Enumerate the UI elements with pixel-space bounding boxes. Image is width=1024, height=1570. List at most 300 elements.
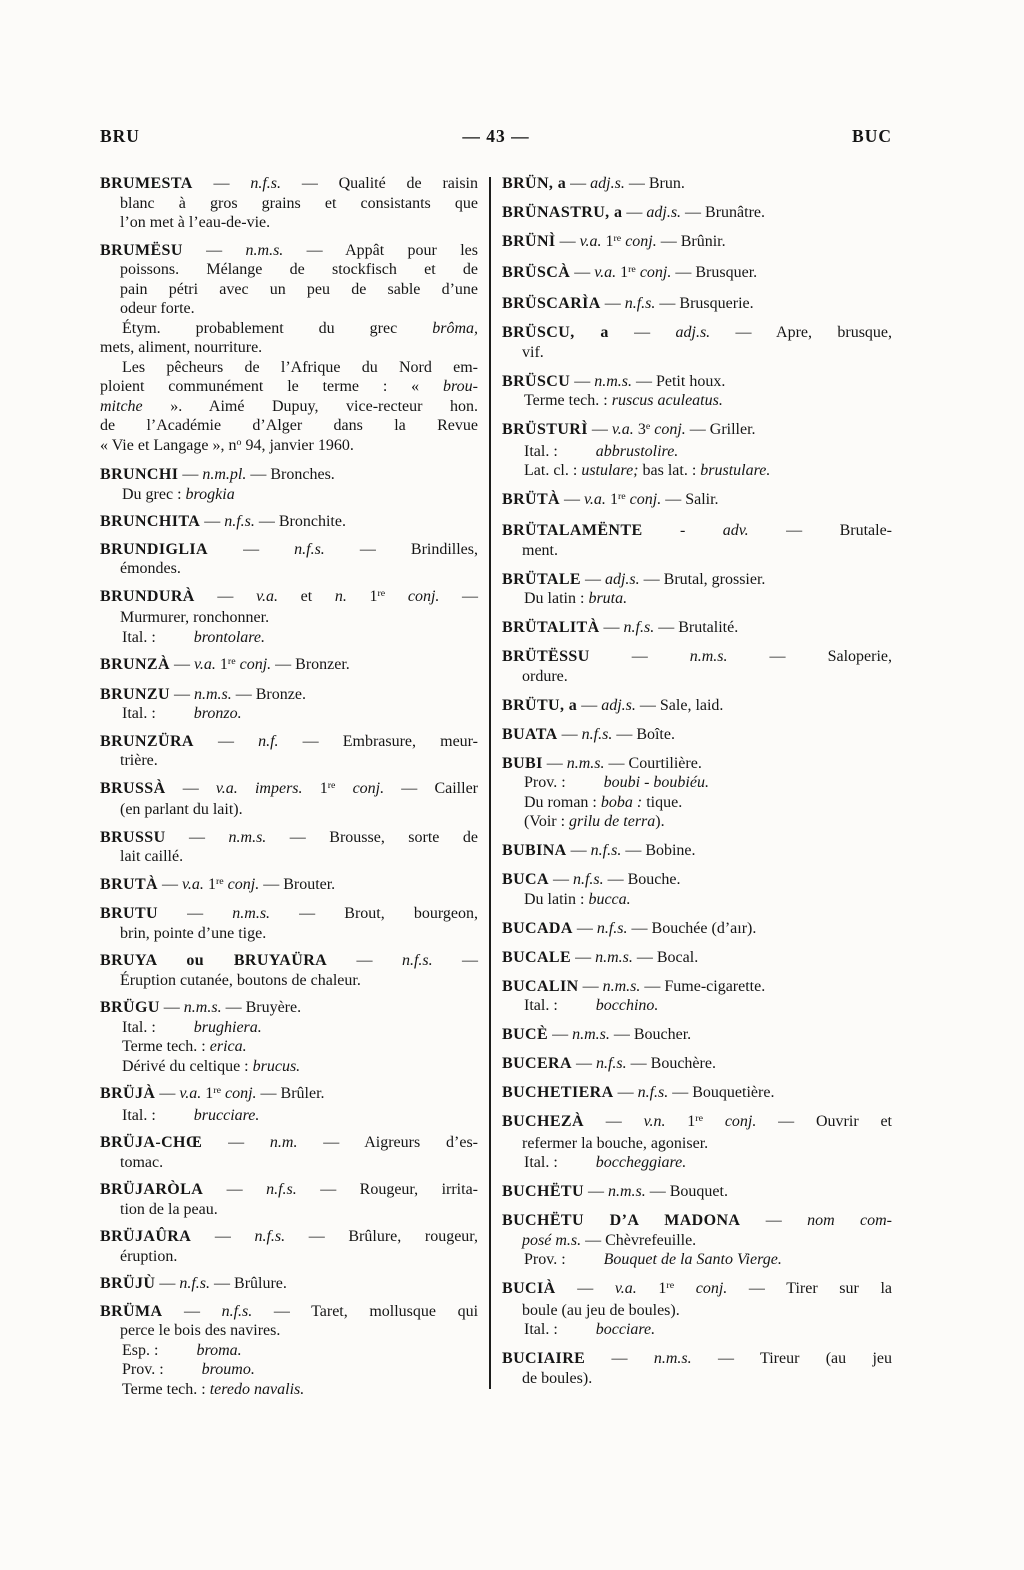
headword: BRÜN, a [502, 175, 567, 192]
definition-text: — Sale, laid. [635, 696, 724, 714]
headword: BRÜSCÀ [502, 264, 571, 281]
grammar-label: conj. [407, 587, 440, 605]
dictionary-entry [100, 685, 478, 705]
superscript: re [628, 264, 636, 275]
headword: BRUSSU [100, 828, 166, 846]
definition-text: — Rougeur, irrita- [296, 1181, 478, 1198]
dictionary-entry [502, 948, 892, 968]
definition-text: - [642, 522, 723, 539]
definition-text: 94, janvier 1960. [241, 436, 354, 454]
definition-text: ment. [522, 541, 558, 559]
note-paragraph [502, 890, 892, 910]
definition-text: — [566, 175, 591, 192]
definition-text: — [555, 1280, 615, 1297]
grammar-label: n.m.s. [245, 241, 284, 259]
definition-text: 1 [203, 875, 216, 893]
dictionary-entry [502, 263, 892, 285]
text-line [502, 461, 892, 481]
definition-text: — [587, 421, 612, 438]
definition-text: Terme tech. : [524, 392, 612, 409]
superscript: o [236, 436, 242, 448]
text-line [502, 812, 892, 832]
text-line [502, 1211, 892, 1231]
definition-text: — [191, 1228, 255, 1245]
note-paragraph [100, 628, 478, 648]
grammar-label: n.f.s. [294, 540, 325, 558]
definition-text: — [192, 175, 251, 192]
definition-text: Ital. : [122, 705, 156, 722]
superscript: re [695, 1113, 703, 1124]
column-right [502, 174, 892, 1388]
grammar-label: nom com- [807, 1212, 892, 1229]
grammar-label: n.m.s. [566, 754, 605, 772]
dictionary-entry [502, 1182, 892, 1202]
definition-text: Lat. cl. : [524, 462, 582, 479]
definition-text: 1 [616, 264, 629, 281]
text-line [100, 875, 478, 897]
definition-text: — Salir. [661, 491, 719, 508]
definition-text: — Bronchite. [254, 513, 346, 530]
dictionary-entry [502, 420, 892, 442]
definition-text: Du latin : [524, 590, 589, 607]
grammar-label: conj. [629, 491, 662, 508]
text-line [502, 1301, 892, 1321]
definition-text: — Brûlure. [210, 1275, 287, 1292]
grammar-label: v.a. impers. [215, 779, 303, 797]
definition-text: — Boucher. [609, 1026, 692, 1043]
headword: BRÜSCU, a [502, 324, 609, 341]
definition-text: — [158, 905, 233, 922]
headword: BRÜJARÒLA [100, 1181, 204, 1198]
text-line [100, 924, 478, 944]
definition-text: tique. [642, 793, 683, 811]
dictionary-entry [100, 587, 478, 628]
definition-text [385, 588, 408, 605]
dictionary-entry [502, 1349, 892, 1388]
text-line [502, 442, 892, 462]
text-line [100, 732, 478, 752]
definition-text: brin, pointe d’une tige. [120, 924, 267, 942]
text-line [100, 1341, 478, 1361]
text-line [100, 1057, 478, 1077]
grammar-label: v.a. [614, 1280, 637, 1297]
text-line [502, 323, 892, 343]
grammar-label: v.a. [182, 875, 204, 893]
grammar-label: conj. [224, 1085, 257, 1102]
grammar-label: n.m.s. [232, 905, 271, 922]
dictionary-entry [100, 904, 478, 943]
headword: BRÜJA-CHŒ [100, 1134, 203, 1151]
headword: BRUTU [100, 905, 159, 922]
definition-text: Du grec : [122, 485, 186, 503]
definition-text: 1 [302, 779, 328, 797]
definition-text: — [169, 685, 194, 703]
definition-text: — Bouquetière. [668, 1084, 775, 1101]
text-line [502, 841, 892, 861]
text-line [502, 773, 892, 793]
definition-text: — [165, 779, 216, 797]
text-line [502, 1112, 892, 1134]
note-paragraph [502, 812, 892, 832]
definition-text: Du latin : [524, 890, 589, 908]
headword: BRÜSCU [502, 372, 571, 390]
note-paragraph [100, 1341, 478, 1361]
definition-text: — Courtilière. [604, 754, 702, 772]
definition-text: — [155, 1275, 180, 1292]
note-paragraph [100, 1057, 478, 1077]
grammar-label: boccheggiare. [595, 1154, 687, 1171]
headword: BRÜTÀ [502, 491, 561, 508]
dictionary-entry [100, 465, 478, 485]
column-left [100, 174, 478, 1399]
definition-text: Esp. : [122, 1341, 159, 1359]
text-line [502, 294, 892, 314]
definition-text: — Cailler [384, 779, 479, 797]
dictionary-entry [100, 951, 478, 990]
text-line [502, 420, 892, 442]
definition-text: — [158, 875, 183, 893]
note-paragraph [502, 589, 892, 609]
grammar-label: n.m.s. [653, 1350, 692, 1367]
definition-text: — [548, 1026, 573, 1043]
text-line [100, 1380, 478, 1400]
dictionary-entry [100, 1274, 478, 1294]
text-line [502, 1182, 892, 1202]
text-line [502, 1134, 892, 1154]
headword: BRUSSÀ [100, 779, 166, 797]
grammar-label: v.a. [584, 491, 606, 508]
definition-text: — Brouter. [259, 875, 336, 893]
grammar-label: conj. [724, 1113, 757, 1130]
grammar-label: n.f.s. [266, 1181, 297, 1198]
definition-text: — Brousse, sorte de [266, 828, 478, 846]
text-line [502, 948, 892, 968]
grammar-label: ruscus aculeatus. [611, 392, 723, 409]
definition-text: — [580, 570, 605, 588]
definition-text: — Tireur (au jeu [691, 1350, 893, 1367]
text-line [100, 587, 478, 609]
definition-text: ». Aimé Dupuy, vice-recteur hon. [142, 397, 478, 415]
grammar-label: n.f.s. [179, 1275, 211, 1292]
dictionary-entry [100, 540, 478, 579]
superscript: re [613, 233, 622, 244]
definition-text: — [202, 1134, 270, 1151]
definition-text: Du roman : [524, 793, 601, 811]
definition-text: éruption. [120, 1247, 178, 1265]
grammar-label: v.a. [179, 1085, 202, 1102]
definition-text: — Bronze. [231, 685, 306, 703]
definition-text: vif. [522, 343, 544, 361]
grammar-label: n.m.s. [228, 828, 267, 846]
dictionary-entry [100, 828, 478, 867]
grammar-label: n.m. [269, 1134, 298, 1151]
dictionary-entry [100, 655, 478, 677]
definition-text: — Bouche. [603, 871, 681, 888]
text-line [100, 800, 478, 820]
headword: BUCHËTU [502, 1183, 584, 1200]
dictionary-entry [502, 647, 892, 686]
headword: BRUNZU [100, 685, 170, 703]
definition-text: — Apre, brusque, [710, 324, 893, 341]
grammar-label: n.m.s. [594, 372, 632, 390]
dictionary-entry [502, 919, 892, 939]
headword: BRÜTALITÀ [502, 619, 600, 636]
headword: BRUYA ou BRUYAÜRA [100, 952, 328, 969]
text-line [502, 1320, 892, 1340]
definition-text: tion de la peau. [120, 1200, 218, 1218]
text-line [100, 1133, 478, 1153]
definition-text: — Embrasure, meur- [278, 732, 479, 750]
text-line [100, 213, 478, 233]
text-line [100, 338, 478, 358]
text-line [100, 397, 478, 417]
definition-text: — [169, 656, 194, 673]
dictionary-entry [100, 875, 478, 897]
headword: BRÜTU, a [502, 696, 578, 714]
definition-text: — [578, 977, 603, 995]
text-line [502, 1231, 892, 1251]
definition-text: — Bouchée (d’aır). [627, 919, 757, 937]
dictionary-entry [502, 232, 892, 254]
definition-text: — [571, 1055, 596, 1072]
text-line [502, 667, 892, 687]
text-line [502, 391, 892, 411]
text-line [502, 1054, 892, 1074]
headword: BUCIÀ [502, 1280, 556, 1297]
definition-text: émondes. [120, 560, 181, 577]
note-paragraph [100, 1106, 478, 1126]
text-line [502, 203, 892, 223]
text-line [100, 540, 478, 560]
text-line [100, 358, 478, 378]
grammar-label: n.m.s. [595, 948, 633, 966]
text-line [502, 870, 892, 890]
definition-text: — [566, 842, 591, 859]
grammar-label: Bouquet de la Santo Vierge. [603, 1251, 782, 1268]
definition-text: perce le bois des navires. [120, 1322, 281, 1339]
headword: BUCHEZÀ [502, 1113, 584, 1130]
definition-text: — Aigreurs d’es- [297, 1134, 479, 1151]
text-line [502, 793, 892, 813]
definition-text: — [570, 264, 595, 281]
grammar-label: v.n. [643, 1113, 666, 1130]
text-line [502, 1025, 892, 1045]
text-line [100, 951, 478, 971]
definition-text: — Fume-cigarette. [640, 977, 766, 995]
headword: BRUNZÜRA [100, 732, 194, 750]
headword: BUBINA [502, 842, 567, 859]
definition-text: — [583, 1113, 644, 1130]
definition-text: — [182, 241, 246, 259]
dictionary-entry [100, 1133, 478, 1172]
grammar-label: n.m.s. [193, 685, 232, 703]
definition-text: — Griller. [685, 421, 756, 438]
text-line [100, 174, 478, 194]
grammar-label: n.f.s. [590, 842, 622, 859]
note-paragraph [100, 1360, 478, 1380]
definition-text: — Brusquerie. [655, 295, 754, 312]
definition-text: — Boîte. [612, 725, 675, 743]
definition-text: — [439, 587, 479, 605]
text-line [502, 1279, 892, 1301]
headword: BRÜJAÛRA [100, 1228, 192, 1245]
grammar-label: bruta. [588, 590, 628, 607]
definition-text: Prov. : [524, 1251, 566, 1268]
superscript: re [327, 779, 336, 791]
definition-text: — Bobine. [621, 842, 696, 859]
grammar-label: brustulare. [700, 462, 771, 479]
headword: BRUNCHI [100, 466, 179, 483]
definition-text [674, 1280, 696, 1297]
dictionary-entry [502, 754, 892, 774]
grammar-label: n.f. [258, 732, 279, 750]
headword: BUATA [502, 725, 558, 743]
grammar-label: posé m.s. [522, 1231, 582, 1249]
definition-text: — [571, 948, 596, 966]
text-line [100, 1227, 478, 1247]
headword: BRÜTËSSU [502, 648, 590, 665]
dictionary-entry [502, 1112, 892, 1153]
text-line [100, 299, 478, 319]
definition-text: — [589, 648, 690, 665]
dictionary-entry [502, 1279, 892, 1320]
note-paragraph [502, 391, 892, 411]
dictionary-entry [502, 841, 892, 861]
dictionary-entry [502, 372, 892, 392]
text-line [502, 725, 892, 745]
grammar-label: n.f.s. [572, 871, 604, 888]
definition-text: 1 [346, 587, 378, 605]
grammar-label: erica. [209, 1038, 247, 1055]
definition-text: — [548, 871, 573, 888]
text-line [502, 647, 892, 667]
definition-text: — [555, 233, 580, 250]
grammar-label: adj.s. [601, 696, 636, 714]
grammar-label: brogkia [185, 485, 235, 503]
definition-text: de l’Académie d’Alger dans la Revue [100, 417, 478, 434]
definition-text: — [572, 919, 597, 937]
dictionary-entry [100, 779, 478, 820]
definition-text: — Brout, bourgeon, [270, 905, 478, 922]
dictionary-entry [100, 174, 478, 233]
definition-text: Ital. : [524, 997, 558, 1014]
grammar-label: broumo. [201, 1361, 255, 1378]
superscript: e [645, 421, 651, 432]
text-line [502, 174, 892, 194]
grammar-label: bocciare. [595, 1321, 656, 1338]
definition-text: — [600, 295, 625, 312]
note-paragraph [100, 358, 478, 458]
headword: BUBI [502, 754, 543, 772]
dictionary-entry [100, 241, 478, 319]
note-paragraph [100, 485, 478, 505]
grammar-label: v.a. [611, 421, 634, 438]
definition-text: refermer la bouche, agoniser. [522, 1134, 709, 1152]
headword: BRÜJÙ [100, 1275, 156, 1292]
definition-text: l’on met à l’eau-de-vie. [120, 214, 271, 231]
definition-text: — Brindilles, [324, 540, 479, 558]
grammar-label: adv. [722, 522, 749, 539]
dictionary-entry [502, 1083, 892, 1103]
text-line [100, 1106, 478, 1126]
definition-text: et [277, 587, 335, 605]
text-line [100, 971, 478, 991]
dictionary-entry [502, 725, 892, 745]
text-line [502, 521, 892, 541]
grammar-label: conj. [352, 779, 385, 797]
definition-text: odeur forte. [120, 300, 195, 317]
text-line [100, 1360, 478, 1380]
definition-text: — [208, 540, 295, 558]
grammar-label: conj. [639, 264, 672, 281]
grammar-label: n.f.s. [637, 1084, 669, 1101]
text-line [100, 1153, 478, 1173]
grammar-label: n.m.s. [183, 999, 222, 1016]
definition-text: — [178, 466, 203, 483]
column-divider-rule [489, 177, 491, 1389]
definition-text: trière. [120, 752, 158, 769]
grammar-label: brucciare. [193, 1106, 260, 1124]
definition-text: de boules). [522, 1369, 593, 1387]
definition-text: — [200, 513, 225, 530]
text-line [100, 416, 478, 436]
note-paragraph [502, 442, 892, 462]
headword: BRÜSCARÌA [502, 295, 601, 312]
dictionary-entry [100, 998, 478, 1018]
definition-text: Ital. : [524, 1321, 558, 1338]
grammar-label: n.m.pl. [202, 466, 247, 483]
definition-text: — Brûlure, rougeur, [285, 1228, 478, 1245]
grammar-label: v.a. [594, 264, 617, 281]
dictionary-entry [502, 570, 892, 590]
note-paragraph [502, 461, 892, 481]
headword: BUCA [502, 871, 549, 888]
grammar-label: conj. [239, 656, 272, 673]
text-line [502, 996, 892, 1016]
definition-text: — Ouvrir et [756, 1113, 892, 1130]
headword: BRUNDURÀ [100, 587, 195, 605]
grammar-label: mitche [100, 397, 143, 415]
note-paragraph [502, 773, 892, 793]
headword: BRUNCHITA [100, 513, 201, 530]
text-line [100, 1274, 478, 1294]
definition-text: — [203, 1181, 267, 1198]
text-line [100, 465, 478, 485]
headword: BUCALIN [502, 977, 579, 995]
dictionary-entry [502, 1211, 892, 1250]
note-paragraph [100, 704, 478, 724]
definition-text: — Brun. [624, 175, 685, 192]
grammar-label: v.a. [579, 233, 602, 250]
definition-text: Dérivé du celtique : [122, 1057, 253, 1075]
text-line [502, 696, 892, 716]
grammar-label: conj. [227, 875, 260, 893]
dictionary-entry [502, 323, 892, 362]
definition-text: lait caillé. [120, 848, 184, 865]
text-line [100, 377, 478, 397]
definition-text: — [622, 204, 647, 221]
definition-text: — Qualité de raisin [281, 175, 478, 192]
definition-text: — Bronzer. [271, 656, 350, 673]
definition-text: 1 [605, 491, 618, 508]
grammar-label: n.f.s. [250, 175, 281, 192]
header-right-word: BUC [852, 126, 892, 146]
text-line [100, 1200, 478, 1220]
running-header [100, 126, 892, 147]
dictionary-entry [502, 1054, 892, 1074]
grammar-label: brughiera. [193, 1018, 262, 1036]
text-line [502, 343, 892, 363]
